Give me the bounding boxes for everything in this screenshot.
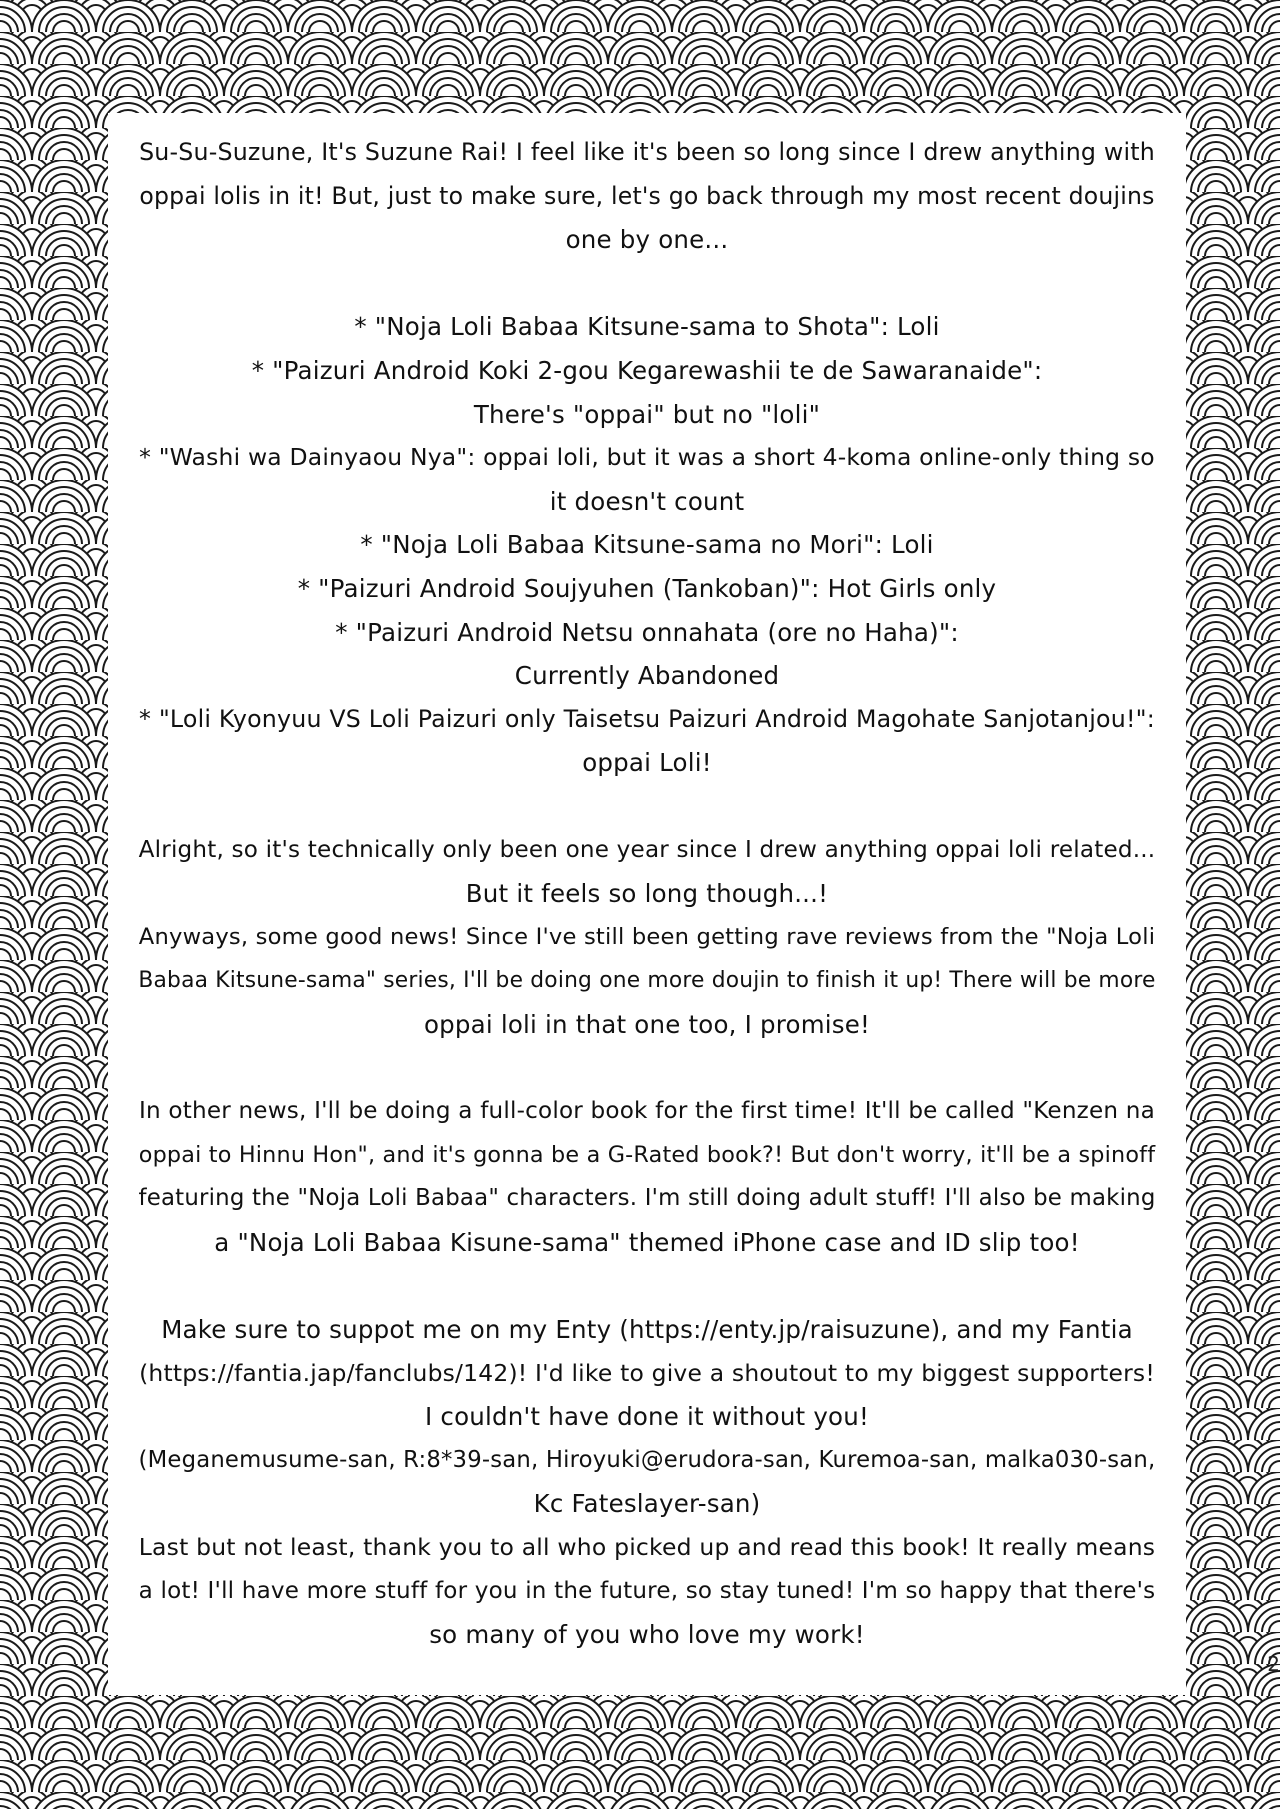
text-line: Last but not least, thank you to all who picked up and read this book! It really means	[138, 1533, 1156, 1561]
text-line: In other news, I'll be doing a full-color book for the first time! It'll be called "Kenzen na	[139, 1098, 1155, 1125]
text-line: I couldn't have done it without you!	[425, 1402, 869, 1432]
text-line: (https://fantia.jap/fanclubs/142)! I'd like to give a shoutout to my biggest supporters!	[139, 1358, 1155, 1387]
intro-paragraph	[134, 131, 1160, 262]
text-line: Alright, so it's technically only been one year since I drew anything oppai loli related...	[138, 836, 1156, 863]
text-line: Anyways, some good news! Since I've still been getting rave reviews from the "Noja Loli	[138, 923, 1156, 950]
text-line: Su-Su-Suzune, It's Suzune Rai! I feel like it's been so long since I drew anything with	[139, 138, 1155, 166]
text-line: Make sure to suppot me on my Enty (https://enty.jp/raisuzune), and my Fantia	[161, 1315, 1133, 1345]
text-line: oppai to Hinnu Hon", and it's gonna be a G-Rated book?! But don't worry, it'll be a spinoff	[138, 1141, 1156, 1168]
list-item: * "Paizuri Android Koki 2-gou Kegarewashii te de Sawaranaide":	[251, 355, 1043, 385]
list-item: Currently Abandoned	[514, 661, 780, 691]
list-item: * "Washi wa Dainyaou Nya": oppai loli, but it was a short 4-koma online-only thing so	[139, 443, 1155, 472]
text-line: so many of you who love my work!	[429, 1620, 865, 1650]
paragraph-gap	[134, 785, 1160, 829]
news-paragraph-2	[134, 1090, 1160, 1264]
text-line: one by one...	[565, 225, 729, 255]
text-line: Kc Fateslayer-san)	[533, 1489, 761, 1519]
list-item: * "Paizuri Android Netsu onnahata (ore no Haha)":	[335, 617, 959, 647]
list-item: * "Paizuri Android Soujyuhen (Tankoban)": Hot Girls only	[297, 573, 997, 603]
paragraph-gap	[134, 1046, 1160, 1090]
text-line: But it feels so long though...!	[465, 879, 829, 909]
text-line: a lot! I'll have more stuff for you in the future, so stay tuned! I'm so happy that there's	[138, 1577, 1156, 1604]
list-item: * "Loli Kyonyuu VS Loli Paizuri only Taisetsu Paizuri Android Magohate Sanjotanjou!":	[139, 704, 1155, 733]
text-line: Babaa Kitsune-sama" series, I'll be doing one more doujin to finish it up! There will be more	[138, 968, 1156, 994]
afterword-text-panel	[108, 113, 1186, 1695]
text-line: a "Noja Loli Babaa Kisune-sama" themed iPhone case and ID slip too!	[214, 1227, 1080, 1257]
paragraph-gap	[134, 262, 1160, 306]
news-paragraph-1	[134, 829, 1160, 1047]
text-line: (Meganemusume-san, R:8*39-san, Hiroyuki@erudora-san, Kuremoa-san, malka030-san,	[138, 1446, 1156, 1473]
paragraph-gap	[134, 1264, 1160, 1308]
text-line: featuring the "Noja Loli Babaa" characters. I'm still doing adult stuff! I'll also be making	[138, 1185, 1156, 1212]
recent-doujins-list	[134, 305, 1160, 785]
text-line: oppai lolis in it! But, just to make sure, let's go back through my most recent doujins	[139, 181, 1155, 210]
list-item: There's "oppai" but no "loli"	[473, 399, 821, 429]
list-item: * "Noja Loli Babaa Kitsune-sama no Mori": Loli	[360, 530, 934, 560]
support-paragraph	[134, 1308, 1160, 1657]
page-number: 2	[1267, 1652, 1280, 1676]
text-line: oppai loli in that one too, I promise!	[423, 1009, 871, 1039]
list-item: oppai Loli!	[582, 748, 712, 778]
list-item: * "Noja Loli Babaa Kitsune-sama to Shota": Loli	[354, 312, 940, 342]
list-item: it doesn't count	[549, 486, 745, 516]
